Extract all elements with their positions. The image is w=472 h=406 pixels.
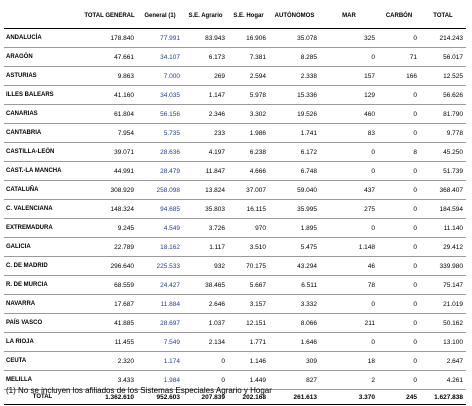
value-cell: 0 bbox=[378, 162, 420, 181]
value-cell: 2.320 bbox=[82, 352, 137, 371]
table-row bbox=[4, 295, 466, 314]
value-cell: 0 bbox=[378, 257, 420, 276]
value-cell: 211 bbox=[320, 314, 378, 333]
value-cell: 7.954 bbox=[82, 124, 137, 143]
value-cell: 214.243 bbox=[420, 29, 466, 48]
value-cell: 129 bbox=[320, 86, 378, 105]
value-cell: 0 bbox=[378, 371, 420, 390]
region-cell: ILLES BALEARS bbox=[4, 86, 82, 105]
value-cell: 9.778 bbox=[420, 124, 466, 143]
value-cell: 1.449 bbox=[228, 371, 269, 390]
value-cell: 339.980 bbox=[420, 257, 466, 276]
total-value-cell: 245 bbox=[378, 390, 420, 405]
value-cell: 0 bbox=[378, 352, 420, 371]
value-cell: 1.771 bbox=[228, 333, 269, 352]
header-cell: General (1) bbox=[137, 4, 183, 29]
value-cell: 61.804 bbox=[82, 105, 137, 124]
value-cell: 0 bbox=[378, 181, 420, 200]
value-cell: 29.412 bbox=[420, 238, 466, 257]
value-cell: 2.134 bbox=[183, 333, 228, 352]
header-cell: TOTAL bbox=[420, 4, 466, 29]
value-cell: 11.884 bbox=[137, 295, 183, 314]
value-cell: 75.147 bbox=[420, 276, 466, 295]
table-row bbox=[4, 162, 466, 181]
value-cell: 41.885 bbox=[82, 314, 137, 333]
total-value-cell: 261.613 bbox=[269, 390, 320, 405]
value-cell: 37.007 bbox=[228, 181, 269, 200]
value-cell: 0 bbox=[378, 333, 420, 352]
value-cell: 3.510 bbox=[228, 238, 269, 257]
value-cell: 8.066 bbox=[269, 314, 320, 333]
footnote: (1) No se incluyen los afiliados de los Sistemas Especiales Agrario y Hogar bbox=[6, 386, 272, 395]
value-cell: 1.037 bbox=[183, 314, 228, 333]
value-cell: 13.100 bbox=[420, 333, 466, 352]
value-cell: 5.978 bbox=[228, 86, 269, 105]
value-cell: 9.245 bbox=[82, 219, 137, 238]
value-cell: 1.986 bbox=[228, 124, 269, 143]
region-cell: LA RIOJA bbox=[4, 333, 82, 352]
total-value-cell: 1.362.610 bbox=[82, 390, 137, 405]
value-cell: 28.479 bbox=[137, 162, 183, 181]
value-cell: 258.098 bbox=[137, 181, 183, 200]
table-row bbox=[4, 86, 466, 105]
table-row bbox=[4, 29, 466, 48]
region-cell: CASTILLA-LEÓN bbox=[4, 143, 82, 162]
header-cell: MAR bbox=[320, 4, 378, 29]
value-cell: 2.647 bbox=[420, 352, 466, 371]
region-cell: CANTABRIA bbox=[4, 124, 82, 143]
value-cell: 0 bbox=[378, 219, 420, 238]
value-cell: 5.735 bbox=[137, 124, 183, 143]
value-cell: 5.667 bbox=[228, 276, 269, 295]
value-cell: 0 bbox=[320, 333, 378, 352]
table-row bbox=[4, 105, 466, 124]
region-cell: NAVARRA bbox=[4, 295, 82, 314]
value-cell: 225.533 bbox=[137, 257, 183, 276]
value-cell: 233 bbox=[183, 124, 228, 143]
value-cell: 8.285 bbox=[269, 48, 320, 67]
value-cell: 1.148 bbox=[320, 238, 378, 257]
region-cell: ASTURIAS bbox=[4, 67, 82, 86]
value-cell: 0 bbox=[378, 124, 420, 143]
value-cell: 59.040 bbox=[269, 181, 320, 200]
value-cell: 16.906 bbox=[228, 29, 269, 48]
value-cell: 0 bbox=[320, 143, 378, 162]
region-cell: CEUTA bbox=[4, 352, 82, 371]
value-cell: 18 bbox=[320, 352, 378, 371]
value-cell: 296.640 bbox=[82, 257, 137, 276]
table-row bbox=[4, 48, 466, 67]
region-cell: CANARIAS bbox=[4, 105, 82, 124]
table-row bbox=[4, 333, 466, 352]
region-cell: ARAGÓN bbox=[4, 48, 82, 67]
value-cell: 0 bbox=[183, 371, 228, 390]
table-header-row bbox=[4, 4, 466, 29]
value-cell: 3.157 bbox=[228, 295, 269, 314]
value-cell: 28.697 bbox=[137, 314, 183, 333]
value-cell: 19.526 bbox=[269, 105, 320, 124]
value-cell: 1.895 bbox=[269, 219, 320, 238]
value-cell: 3.433 bbox=[82, 371, 137, 390]
region-cell: MELILLA bbox=[4, 371, 82, 390]
value-cell: 4.197 bbox=[183, 143, 228, 162]
total-value-cell: 3.370 bbox=[320, 390, 378, 405]
table-row bbox=[4, 276, 466, 295]
value-cell: 6.238 bbox=[228, 143, 269, 162]
value-cell: 0 bbox=[378, 314, 420, 333]
value-cell: 56.017 bbox=[420, 48, 466, 67]
table-row bbox=[4, 67, 466, 86]
value-cell: 178.840 bbox=[82, 29, 137, 48]
value-cell: 0 bbox=[378, 29, 420, 48]
value-cell: 1.117 bbox=[183, 238, 228, 257]
value-cell: 35.803 bbox=[183, 200, 228, 219]
value-cell: 6.511 bbox=[269, 276, 320, 295]
table-row bbox=[4, 181, 466, 200]
value-cell: 50.162 bbox=[420, 314, 466, 333]
value-cell: 56.156 bbox=[137, 105, 183, 124]
table-row bbox=[4, 238, 466, 257]
region-cell: ANDALUCÍA bbox=[4, 29, 82, 48]
value-cell: 5.475 bbox=[269, 238, 320, 257]
value-cell: 4.549 bbox=[137, 219, 183, 238]
value-cell: 2.646 bbox=[183, 295, 228, 314]
table-row bbox=[4, 124, 466, 143]
value-cell: 157 bbox=[320, 67, 378, 86]
value-cell: 7.381 bbox=[228, 48, 269, 67]
value-cell: 11.140 bbox=[420, 219, 466, 238]
value-cell: 12.525 bbox=[420, 67, 466, 86]
value-cell: 34.035 bbox=[137, 86, 183, 105]
value-cell: 4.666 bbox=[228, 162, 269, 181]
value-cell: 46 bbox=[320, 257, 378, 276]
value-cell: 970 bbox=[228, 219, 269, 238]
value-cell: 51.739 bbox=[420, 162, 466, 181]
value-cell: 9.863 bbox=[82, 67, 137, 86]
value-cell: 83 bbox=[320, 124, 378, 143]
value-cell: 47.661 bbox=[82, 48, 137, 67]
header-cell: S.E. Hogar bbox=[228, 4, 269, 29]
value-cell: 184.594 bbox=[420, 200, 466, 219]
value-cell: 81.790 bbox=[420, 105, 466, 124]
value-cell: 77.991 bbox=[137, 29, 183, 48]
value-cell: 275 bbox=[320, 200, 378, 219]
value-cell: 3.726 bbox=[183, 219, 228, 238]
value-cell: 35.078 bbox=[269, 29, 320, 48]
table-row bbox=[4, 257, 466, 276]
value-cell: 38.465 bbox=[183, 276, 228, 295]
value-cell: 2 bbox=[320, 371, 378, 390]
value-cell: 0 bbox=[378, 295, 420, 314]
value-cell: 21.019 bbox=[420, 295, 466, 314]
value-cell: 827 bbox=[269, 371, 320, 390]
value-cell: 24.427 bbox=[137, 276, 183, 295]
value-cell: 56.626 bbox=[420, 86, 466, 105]
value-cell: 16.115 bbox=[228, 200, 269, 219]
value-cell: 45.250 bbox=[420, 143, 466, 162]
value-cell: 3.302 bbox=[228, 105, 269, 124]
value-cell: 148.324 bbox=[82, 200, 137, 219]
value-cell: 1.146 bbox=[228, 352, 269, 371]
region-cell: C. VALENCIANA bbox=[4, 200, 82, 219]
value-cell: 17.687 bbox=[82, 295, 137, 314]
value-cell: 22.789 bbox=[82, 238, 137, 257]
total-value-cell: 207.839 bbox=[183, 390, 228, 405]
value-cell: 78 bbox=[320, 276, 378, 295]
value-cell: 308.929 bbox=[82, 181, 137, 200]
value-cell: 1.984 bbox=[137, 371, 183, 390]
table-row bbox=[4, 200, 466, 219]
value-cell: 1.741 bbox=[269, 124, 320, 143]
region-cell: PAÍS VASCO bbox=[4, 314, 82, 333]
value-cell: 83.943 bbox=[183, 29, 228, 48]
value-cell: 7.549 bbox=[137, 333, 183, 352]
header-cell: TOTAL GENERAL bbox=[82, 4, 137, 29]
value-cell: 269 bbox=[183, 67, 228, 86]
region-cell: C. DE MADRID bbox=[4, 257, 82, 276]
value-cell: 12.151 bbox=[228, 314, 269, 333]
value-cell: 43.294 bbox=[269, 257, 320, 276]
value-cell: 2.338 bbox=[269, 67, 320, 86]
value-cell: 44.991 bbox=[82, 162, 137, 181]
affiliation-table bbox=[4, 4, 466, 405]
value-cell: 3.332 bbox=[269, 295, 320, 314]
value-cell: 11.455 bbox=[82, 333, 137, 352]
value-cell: 0 bbox=[320, 219, 378, 238]
value-cell: 8 bbox=[378, 143, 420, 162]
value-cell: 41.160 bbox=[82, 86, 137, 105]
total-value-cell: 952.603 bbox=[137, 390, 183, 405]
region-cell: EXTREMADURA bbox=[4, 219, 82, 238]
value-cell: 166 bbox=[378, 67, 420, 86]
value-cell: 309 bbox=[269, 352, 320, 371]
total-label: TOTAL bbox=[4, 390, 82, 405]
region-cell: CAST.-LA MANCHA bbox=[4, 162, 82, 181]
value-cell: 1.646 bbox=[269, 333, 320, 352]
value-cell: 7.000 bbox=[137, 67, 183, 86]
value-cell: 0 bbox=[378, 86, 420, 105]
value-cell: 932 bbox=[183, 257, 228, 276]
value-cell: 1.174 bbox=[137, 352, 183, 371]
value-cell: 15.336 bbox=[269, 86, 320, 105]
value-cell: 2.346 bbox=[183, 105, 228, 124]
value-cell: 0 bbox=[320, 162, 378, 181]
value-cell: 6.748 bbox=[269, 162, 320, 181]
value-cell: 35.995 bbox=[269, 200, 320, 219]
value-cell: 68.559 bbox=[82, 276, 137, 295]
header-cell: S.E. Agrario bbox=[183, 4, 228, 29]
value-cell: 1.147 bbox=[183, 86, 228, 105]
region-cell: R. DE MURCIA bbox=[4, 276, 82, 295]
value-cell: 0 bbox=[378, 276, 420, 295]
region-cell: CATALUÑA bbox=[4, 181, 82, 200]
value-cell: 94.685 bbox=[137, 200, 183, 219]
value-cell: 18.162 bbox=[137, 238, 183, 257]
value-cell: 325 bbox=[320, 29, 378, 48]
value-cell: 70.175 bbox=[228, 257, 269, 276]
value-cell: 11.847 bbox=[183, 162, 228, 181]
table-row bbox=[4, 143, 466, 162]
header-cell: CARBÓN bbox=[378, 4, 420, 29]
value-cell: 460 bbox=[320, 105, 378, 124]
value-cell: 71 bbox=[378, 48, 420, 67]
value-cell: 0 bbox=[378, 238, 420, 257]
value-cell: 2.594 bbox=[228, 67, 269, 86]
region-cell: GALICIA bbox=[4, 238, 82, 257]
value-cell: 0 bbox=[320, 295, 378, 314]
total-value-cell: 1.627.838 bbox=[420, 390, 466, 405]
value-cell: 368.407 bbox=[420, 181, 466, 200]
value-cell: 13.824 bbox=[183, 181, 228, 200]
value-cell: 28.636 bbox=[137, 143, 183, 162]
header-cell: AUTÓNOMOS bbox=[269, 4, 320, 29]
header-cell bbox=[4, 4, 82, 29]
value-cell: 4.261 bbox=[420, 371, 466, 390]
value-cell: 39.071 bbox=[82, 143, 137, 162]
value-cell: 0 bbox=[378, 200, 420, 219]
table-row bbox=[4, 314, 466, 333]
value-cell: 6.172 bbox=[269, 143, 320, 162]
value-cell: 6.173 bbox=[183, 48, 228, 67]
total-value-cell: 202.168 bbox=[228, 390, 269, 405]
table-row bbox=[4, 219, 466, 238]
table-row bbox=[4, 352, 466, 371]
value-cell: 0 bbox=[183, 352, 228, 371]
value-cell: 437 bbox=[320, 181, 378, 200]
value-cell: 0 bbox=[378, 105, 420, 124]
value-cell: 34.107 bbox=[137, 48, 183, 67]
value-cell: 0 bbox=[320, 48, 378, 67]
